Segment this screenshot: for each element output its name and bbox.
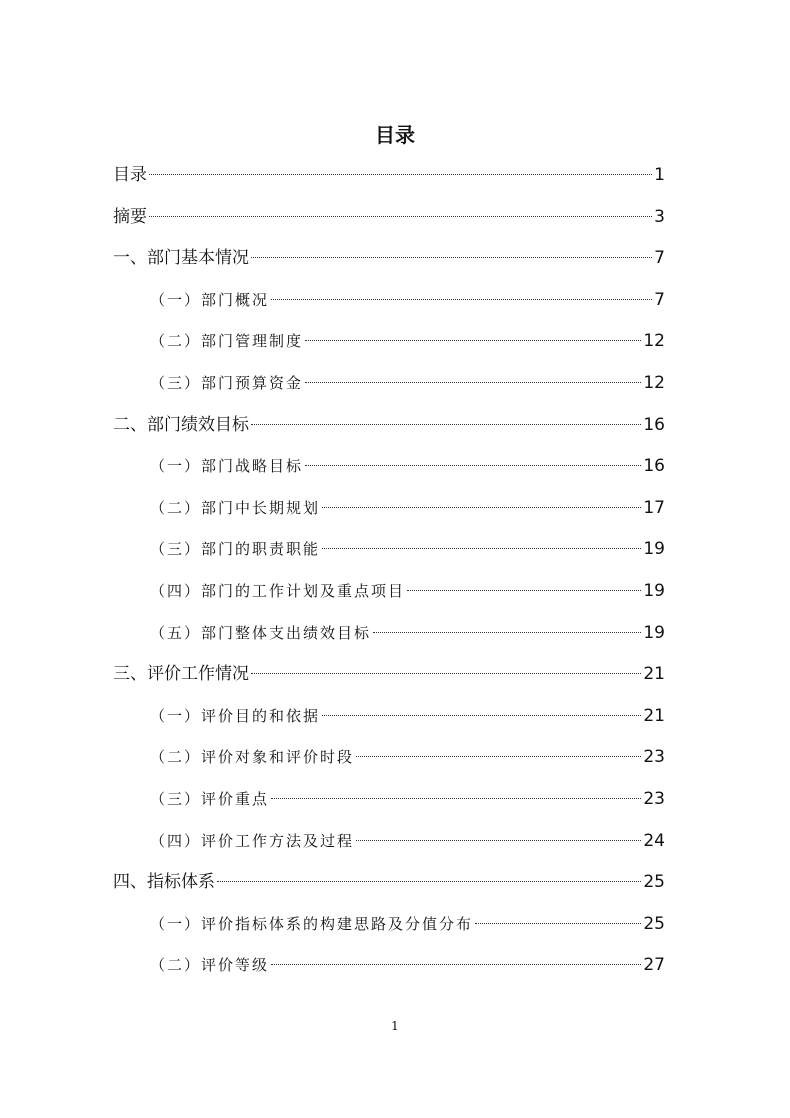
toc-entry-label: （四）部门的工作计划及重点项目 — [150, 582, 406, 600]
toc-entry-page: 3 — [654, 206, 665, 227]
toc-entry[interactable] — [113, 204, 665, 230]
toc-entry-page: 16 — [643, 414, 665, 435]
toc-entry-page: 23 — [643, 747, 665, 768]
toc-entry-page: 25 — [643, 872, 665, 893]
toc-entry[interactable] — [150, 453, 665, 479]
toc-entry-label: （二）评价对象和评价时段 — [150, 748, 355, 767]
toc-entry[interactable] — [150, 952, 665, 978]
toc-entry-page: 19 — [643, 581, 665, 601]
toc-dot-leader — [271, 964, 641, 965]
toc-entry-label: （二）部门管理制度 — [150, 332, 304, 351]
toc-dot-leader — [305, 382, 641, 383]
toc-entry[interactable] — [150, 370, 665, 396]
toc-entry-label: 四、指标体系 — [113, 872, 215, 893]
toc-entry[interactable] — [150, 620, 665, 646]
toc-entry-page: 24 — [643, 830, 665, 851]
toc-dot-leader — [356, 840, 641, 841]
toc-entry[interactable] — [150, 703, 665, 729]
toc-dot-leader — [407, 590, 641, 591]
toc-dot-leader — [271, 299, 652, 300]
toc-dot-leader — [217, 881, 641, 882]
toc-title: 目录 — [375, 123, 415, 147]
toc-entry-label: （二）评价等级 — [150, 956, 270, 975]
toc-dot-leader — [149, 174, 652, 175]
toc-dot-leader — [322, 715, 641, 716]
toc-dot-leader — [475, 923, 641, 924]
toc-entry[interactable] — [113, 162, 665, 188]
page-number: 1 — [391, 1019, 399, 1033]
toc-entry[interactable] — [150, 578, 665, 604]
toc-entry[interactable] — [113, 661, 665, 687]
toc-entry-page: 12 — [643, 373, 665, 393]
toc-entry-label: （四）评价工作方法及过程 — [150, 831, 355, 850]
toc-entry[interactable] — [113, 869, 665, 895]
toc-dot-leader — [322, 548, 641, 549]
toc-entry-page: 19 — [643, 622, 665, 643]
toc-entry-page: 16 — [643, 456, 665, 477]
toc-entry[interactable] — [150, 786, 665, 812]
toc-dot-leader — [251, 424, 641, 425]
toc-entry-label: 三、评价工作情况 — [113, 664, 249, 685]
toc-entry[interactable] — [150, 495, 665, 521]
toc-entry-label: 目录 — [113, 165, 147, 185]
toc-dot-leader — [251, 257, 652, 258]
toc-entry-label: （一）部门战略目标 — [150, 457, 304, 476]
toc-entry-label: （三）评价重点 — [150, 790, 270, 808]
toc-entry-label: 二、部门绩效目标 — [113, 414, 249, 435]
toc-entry-page: 27 — [643, 955, 665, 976]
toc-entry-page: 19 — [643, 539, 665, 560]
toc-entry-label: （五）部门整体支出绩效目标 — [150, 623, 372, 642]
toc-dot-leader — [149, 216, 652, 217]
toc-entry[interactable] — [150, 328, 665, 354]
toc-entry-page: 7 — [654, 289, 665, 310]
toc-entry-label: （三）部门预算资金 — [150, 374, 304, 392]
toc-entry[interactable] — [150, 828, 665, 854]
toc-entry-label: 摘要 — [113, 206, 147, 227]
toc-entry-label: （一）部门概况 — [150, 290, 270, 309]
toc-entry-page: 1 — [654, 165, 665, 185]
toc-entry[interactable] — [113, 245, 665, 271]
toc-entry-label: （三）部门的职责职能 — [150, 540, 321, 559]
toc-dot-leader — [305, 340, 641, 341]
toc-entry[interactable] — [150, 287, 665, 313]
toc-dot-leader — [251, 673, 641, 674]
toc-dot-leader — [322, 507, 641, 508]
toc-entry[interactable] — [150, 744, 665, 770]
toc-entry-label: （一）评价指标体系的构建思路及分值分布 — [150, 914, 474, 933]
toc-entry[interactable] — [113, 412, 665, 438]
toc-entry-page: 21 — [643, 664, 665, 685]
toc-entry-page: 25 — [643, 913, 665, 934]
toc-entry-page: 12 — [643, 331, 665, 352]
toc-entry-page: 17 — [643, 497, 665, 518]
toc-entry-label: （一）评价目的和依据 — [150, 706, 321, 725]
toc-entry-page: 7 — [654, 248, 665, 269]
toc-entry-label: 一、部门基本情况 — [113, 248, 249, 269]
toc-entry[interactable] — [150, 536, 665, 562]
toc-entry-page: 23 — [643, 789, 665, 809]
toc-dot-leader — [356, 756, 641, 757]
toc-dot-leader — [271, 798, 641, 799]
toc-entry-page: 21 — [643, 705, 665, 726]
toc-entry-label: （二）部门中长期规划 — [150, 498, 321, 517]
toc-dot-leader — [373, 632, 641, 633]
toc-dot-leader — [305, 465, 641, 466]
toc-entry[interactable] — [150, 911, 665, 937]
